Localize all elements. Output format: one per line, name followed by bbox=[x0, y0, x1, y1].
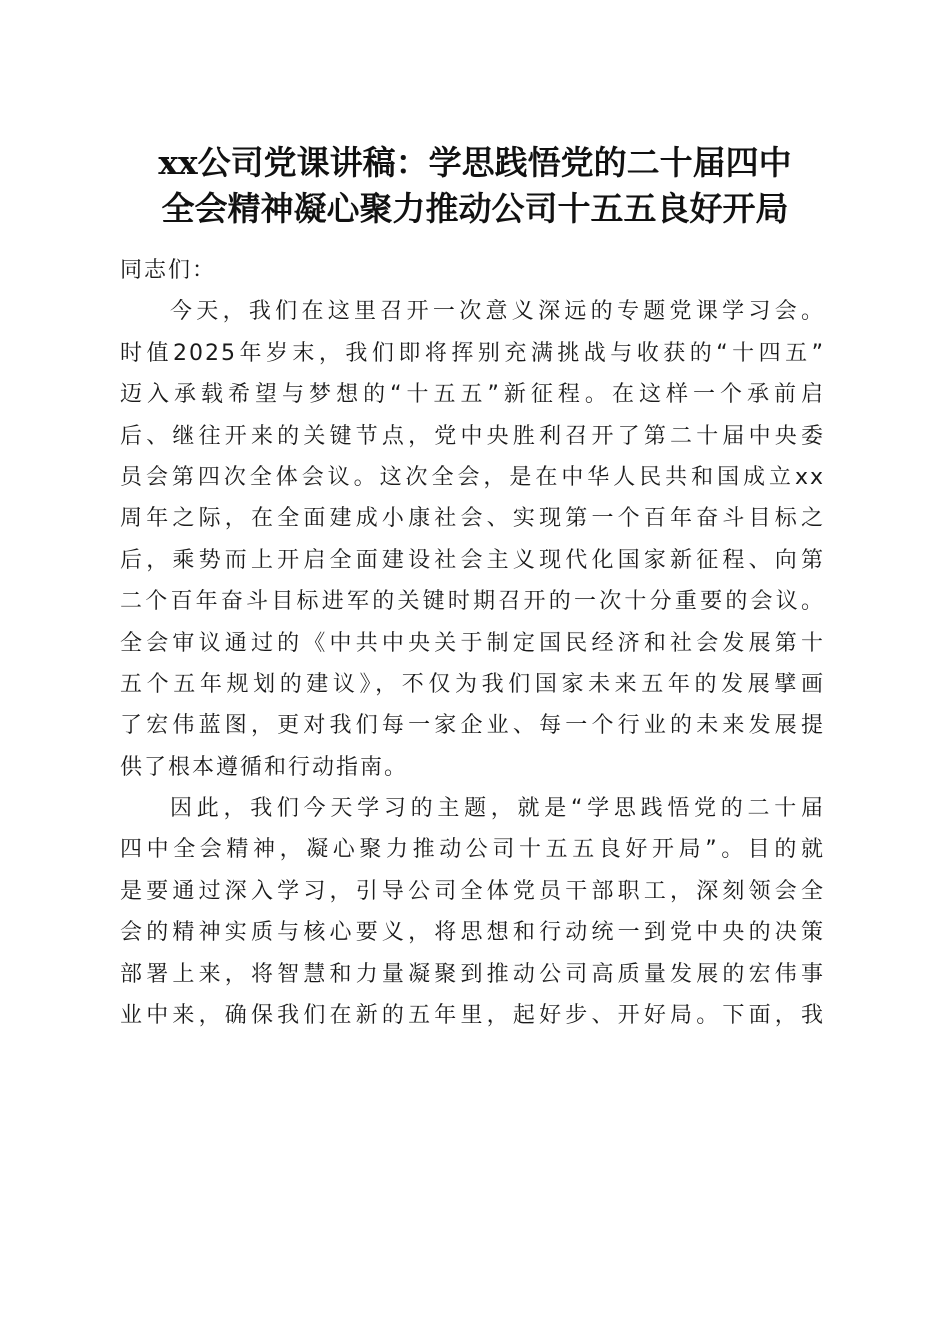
paragraph-line: 迈入承载希望与梦想的“十五五”新征程。在这样一个承前启 bbox=[120, 382, 825, 408]
title-line: xx公司党课讲稿：学思践悟党的二十届四中 bbox=[158, 143, 792, 182]
document-title bbox=[110, 140, 840, 232]
paragraph-line: 供了根本遵循和行动指南。 bbox=[120, 754, 409, 780]
title-line: 全会精神凝心聚力推动公司十五五良好开局 bbox=[161, 189, 789, 228]
paragraph-line: 部署上来，将智慧和力量凝聚到推动公司高质量发展的宏伟事 bbox=[120, 961, 825, 987]
paragraph-line: 五个五年规划的建议》，不仅为我们国家未来五年的发展擘画 bbox=[120, 671, 825, 697]
paragraph-line: 时值2025年岁末，我们即将挥别充满挑战与收获的“十四五” bbox=[120, 340, 825, 366]
paragraph-line: 因此，我们今天学习的主题，就是“学思践悟党的二十届 bbox=[170, 796, 825, 822]
paragraph-line: 员会第四次全体会议。这次全会，是在中华人民共和国成立xx bbox=[120, 464, 825, 490]
paragraph-line: 业中来，确保我们在新的五年里，起好步、开好局。下面，我 bbox=[120, 1003, 825, 1029]
paragraph-line: 四中全会精神，凝心聚力推动公司十五五良好开局”。目的就 bbox=[120, 837, 825, 863]
paragraph-line: 今天，我们在这里召开一次意义深远的专题党课学习会。 bbox=[170, 299, 825, 325]
paragraph-1 bbox=[120, 291, 825, 788]
paragraph-line: 二个百年奋斗目标进军的关键时期召开的一次十分重要的会议。 bbox=[120, 589, 825, 615]
paragraph-line: 了宏伟蓝图，更对我们每一家企业、每一个行业的未来发展提 bbox=[120, 713, 825, 739]
paragraph-line: 会的精神实质与核心要义，将思想和行动统一到党中央的决策 bbox=[120, 920, 825, 946]
paragraph-2 bbox=[120, 788, 825, 1036]
paragraph-line: 周年之际，在全面建成小康社会、实现第一个百年奋斗目标之 bbox=[120, 506, 825, 532]
paragraph-line: 后，乘势而上开启全面建设社会主义现代化国家新征程、向第 bbox=[120, 547, 825, 573]
paragraph-line: 是要通过深入学习，引导公司全体党员干部职工，深刻领会全 bbox=[120, 878, 825, 904]
paragraph-line: 后、继往开来的关键节点，党中央胜利召开了第二十届中央委 bbox=[120, 423, 825, 449]
salutation: 同志们： bbox=[120, 258, 217, 283]
document-body bbox=[120, 250, 825, 1036]
paragraph-line: 全会审议通过的《中共中央关于制定国民经济和社会发展第十 bbox=[120, 630, 825, 656]
